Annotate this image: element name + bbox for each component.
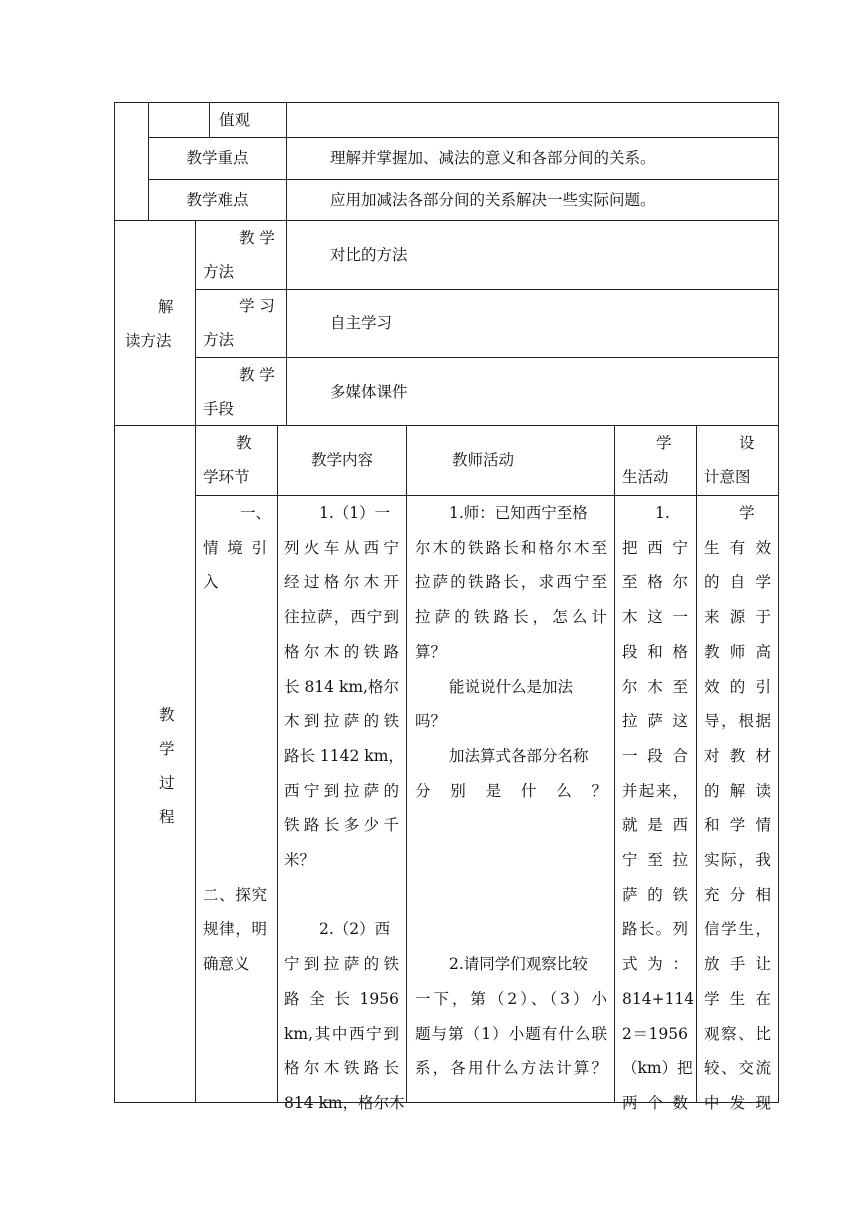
header-design: 设 <box>739 434 755 452</box>
header-content: 教学内容 <box>310 451 373 469</box>
design-line: 的 自 学 <box>704 573 771 592</box>
stage-line: 二、探究 <box>203 885 267 904</box>
teaching-means-text: 多媒体课件 <box>330 383 408 401</box>
design-line: 效 的 引 <box>704 677 771 696</box>
rule <box>277 425 278 1102</box>
design-line: 充 分 相 <box>704 885 771 904</box>
teaching-method-label: 教 学 <box>239 229 275 247</box>
rule <box>195 220 196 1102</box>
student-line: 尔 木 至 <box>622 677 688 696</box>
content-line: 814 km，格尔木 <box>284 1093 405 1112</box>
rule <box>114 220 779 221</box>
content-line: 经过格尔木开 <box>284 573 399 592</box>
content-line: 长 814 km,格尔 <box>284 677 399 696</box>
student-line: 把 西 宁 <box>622 538 688 557</box>
student-line: 就 是 西 <box>622 816 688 835</box>
teaching-means-label: 教 学 <box>239 366 275 384</box>
student-line: 路长。列 <box>622 920 688 939</box>
rule <box>406 425 407 1102</box>
student-line: （km）把 <box>622 1059 693 1078</box>
stage-line: 一、 <box>240 504 272 522</box>
learning-method-label: 学 习 <box>239 297 275 315</box>
process-section-label: 过 <box>159 774 175 792</box>
teaching-method-label: 方法 <box>203 263 235 281</box>
content-line: 西宁到拉萨的 <box>284 781 399 800</box>
student-line: 两 个 数 <box>622 1093 688 1112</box>
teacher-line: 能说说什么是加法 <box>449 677 574 696</box>
student-line: 一 段 合 <box>622 746 688 765</box>
design-line: 生 有 效 <box>704 538 771 557</box>
teacher-line: 尔木的铁路长和格尔木至 <box>415 538 607 557</box>
teacher-line: 题与第（1）小题有什么联 <box>415 1024 607 1043</box>
design-line: 和 学 情 <box>704 816 771 835</box>
key-point-text: 理解并掌握加、减法的意义和各部分间的关系。 <box>330 149 656 167</box>
content-line: 1.（1）一 <box>319 504 391 522</box>
design-line: 导，根据 <box>704 712 771 731</box>
student-line: 1. <box>655 504 670 522</box>
student-line: 并起来， <box>622 781 688 800</box>
values-label: 值观 <box>219 111 251 129</box>
process-section-label: 程 <box>159 808 175 826</box>
content-line: 格尔木的铁路 <box>284 642 399 661</box>
design-line: 实际，我 <box>704 851 771 869</box>
rule <box>209 102 210 137</box>
student-line: 拉 萨 这 <box>622 712 688 731</box>
process-section-label: 学 <box>159 740 175 758</box>
teacher-line: 拉萨的铁路长，怎么计 <box>415 608 607 627</box>
rule <box>195 289 779 290</box>
stage-line: 情 境 引 <box>203 538 267 557</box>
learning-method-label: 方法 <box>203 331 235 349</box>
rule <box>778 102 779 1103</box>
teaching-method-text: 对比的方法 <box>330 246 408 264</box>
student-line: 814+114 <box>622 989 695 1008</box>
teacher-line: 拉萨的铁路长，求西宁至 <box>415 573 607 592</box>
design-line: 教 师 高 <box>704 642 771 661</box>
header-stage: 学环节 <box>203 468 250 486</box>
rule <box>195 357 779 358</box>
design-line: 观察、比 <box>704 1024 771 1043</box>
header-teacher: 教师活动 <box>452 451 515 469</box>
student-line: 至 格 尔 <box>622 573 688 592</box>
content-line: 往拉萨，西宁到 <box>284 608 399 627</box>
difficulty-label: 教学难点 <box>186 191 249 209</box>
header-student: 生活动 <box>622 468 669 486</box>
student-line: 宁 至 拉 <box>622 851 688 869</box>
content-line: 木到拉萨的铁 <box>284 712 399 731</box>
header-stage: 教 <box>236 434 252 452</box>
stage-line: 规律，明 <box>203 920 267 939</box>
methods-section-label: 读方法 <box>125 332 172 350</box>
teacher-line: 算？ <box>415 642 447 661</box>
design-line: 较、交流 <box>704 1059 771 1078</box>
student-line: 式 为 ： <box>622 955 688 974</box>
teacher-line: 吗？ <box>415 712 447 731</box>
student-line: 萨 的 铁 <box>622 885 688 904</box>
teacher-line: 1.师：已知西宁至格 <box>449 504 588 522</box>
student-line: 段 和 格 <box>622 642 688 661</box>
content-line: 路 全 长 1956 <box>284 989 399 1008</box>
stage-line: 入 <box>203 573 219 592</box>
teacher-line: 分别是什么？ <box>415 781 607 800</box>
rule <box>696 425 697 1102</box>
teacher-line: 一下，第（2）、（3）小 <box>415 989 607 1008</box>
design-line: 中 发 现 <box>704 1093 771 1112</box>
content-line: 铁路长多少千 <box>284 816 399 835</box>
design-line: 信学生， <box>704 920 771 939</box>
student-line: 2＝1956 <box>622 1024 688 1043</box>
header-design: 计意图 <box>704 468 751 486</box>
rule <box>614 425 615 1102</box>
content-line: 格尔木铁路长 <box>284 1059 399 1078</box>
learning-method-text: 自主学习 <box>330 314 393 332</box>
methods-section-label: 解 <box>158 298 174 316</box>
design-line: 对 教 材 <box>704 746 771 765</box>
content-line: 宁到拉萨的铁 <box>284 955 399 974</box>
rule <box>114 102 779 103</box>
process-section-label: 教 <box>159 706 175 724</box>
teacher-line: 加法算式各部分名称 <box>449 746 589 765</box>
design-line: 的 解 读 <box>704 781 771 800</box>
student-line: 木 这 一 <box>622 608 688 627</box>
teacher-line: 2.请同学们观察比较 <box>449 955 588 974</box>
header-student: 学 <box>656 434 672 452</box>
difficulty-text: 应用加减法各部分间的关系解决一些实际问题。 <box>330 191 656 209</box>
teacher-line: 系，各用什么方法计算？ <box>415 1059 607 1078</box>
design-line: 学 生 在 <box>704 989 771 1008</box>
design-line: 放 手 让 <box>704 955 771 974</box>
content-line: km,其中西宁到 <box>284 1024 399 1043</box>
key-point-label: 教学重点 <box>186 149 249 167</box>
content-line: 米？ <box>284 851 316 869</box>
design-line: 来 源 于 <box>704 608 771 627</box>
rule <box>114 102 115 1103</box>
content-line: 路长 1142 km， <box>284 746 404 765</box>
stage-line: 确意义 <box>203 955 250 974</box>
rule <box>148 179 779 180</box>
content-line: 列火车从西宁 <box>284 538 399 557</box>
design-line: 学 <box>739 504 755 522</box>
teaching-means-label: 手段 <box>203 400 235 418</box>
rule <box>286 102 287 425</box>
content-line: 2.（2）西 <box>319 920 391 939</box>
